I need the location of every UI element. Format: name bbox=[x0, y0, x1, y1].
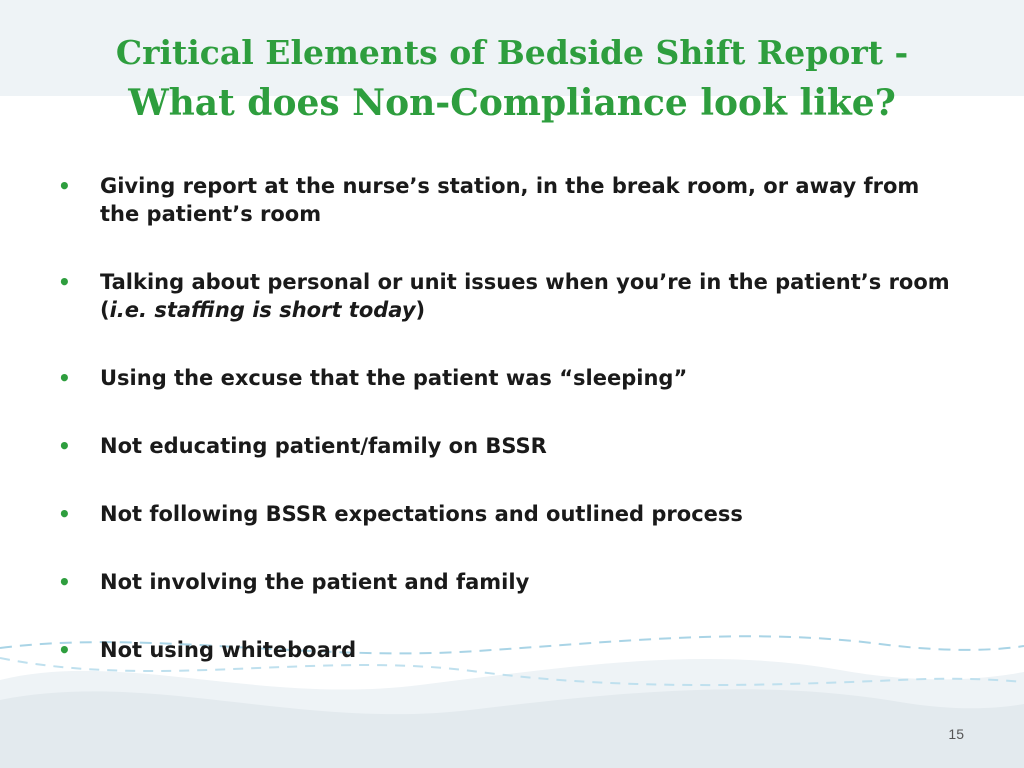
bullet-item bbox=[58, 432, 958, 460]
bullet-text: Not involving the patient and family bbox=[100, 570, 530, 594]
title-line-2: What does Non-Compliance look like? bbox=[128, 82, 896, 124]
bullet-text: Not educating patient/family on BSSR bbox=[100, 434, 547, 458]
page-number: 15 bbox=[948, 726, 964, 742]
bullet-text: Giving report at the nurse’s station, in the break room, or away from the patient’s room bbox=[100, 174, 920, 226]
bullet-icon: • bbox=[58, 570, 71, 594]
bullet-icon: • bbox=[58, 174, 71, 198]
bullet-icon: • bbox=[58, 366, 71, 390]
bullet-item bbox=[58, 268, 958, 324]
bullet-icon: • bbox=[58, 270, 71, 294]
bullet-text: Not following BSSR expectations and outlined process bbox=[100, 502, 743, 526]
bullet-icon: • bbox=[58, 434, 71, 458]
bullet-item bbox=[58, 636, 958, 664]
bullet-icon: • bbox=[58, 502, 71, 526]
bullet-item bbox=[58, 172, 958, 228]
slide-title bbox=[0, 28, 1024, 128]
bullet-list bbox=[58, 172, 958, 664]
bullet-text: Not using whiteboard bbox=[100, 638, 357, 662]
bullet-item bbox=[58, 500, 958, 528]
bullet-text-italic: i.e. staffing is short today bbox=[109, 298, 416, 322]
bullet-text-after: ) bbox=[415, 298, 426, 322]
bullet-text: Using the excuse that the patient was “sleeping” bbox=[100, 366, 688, 390]
bullet-item bbox=[58, 568, 958, 596]
bullet-item bbox=[58, 364, 958, 392]
title-line-1: Critical Elements of Bedside Shift Report - bbox=[115, 33, 909, 72]
bullet-text-before: Talking about personal or unit issues when you’re in the patient’s room ( bbox=[100, 270, 950, 322]
bullet-icon: • bbox=[58, 638, 71, 662]
